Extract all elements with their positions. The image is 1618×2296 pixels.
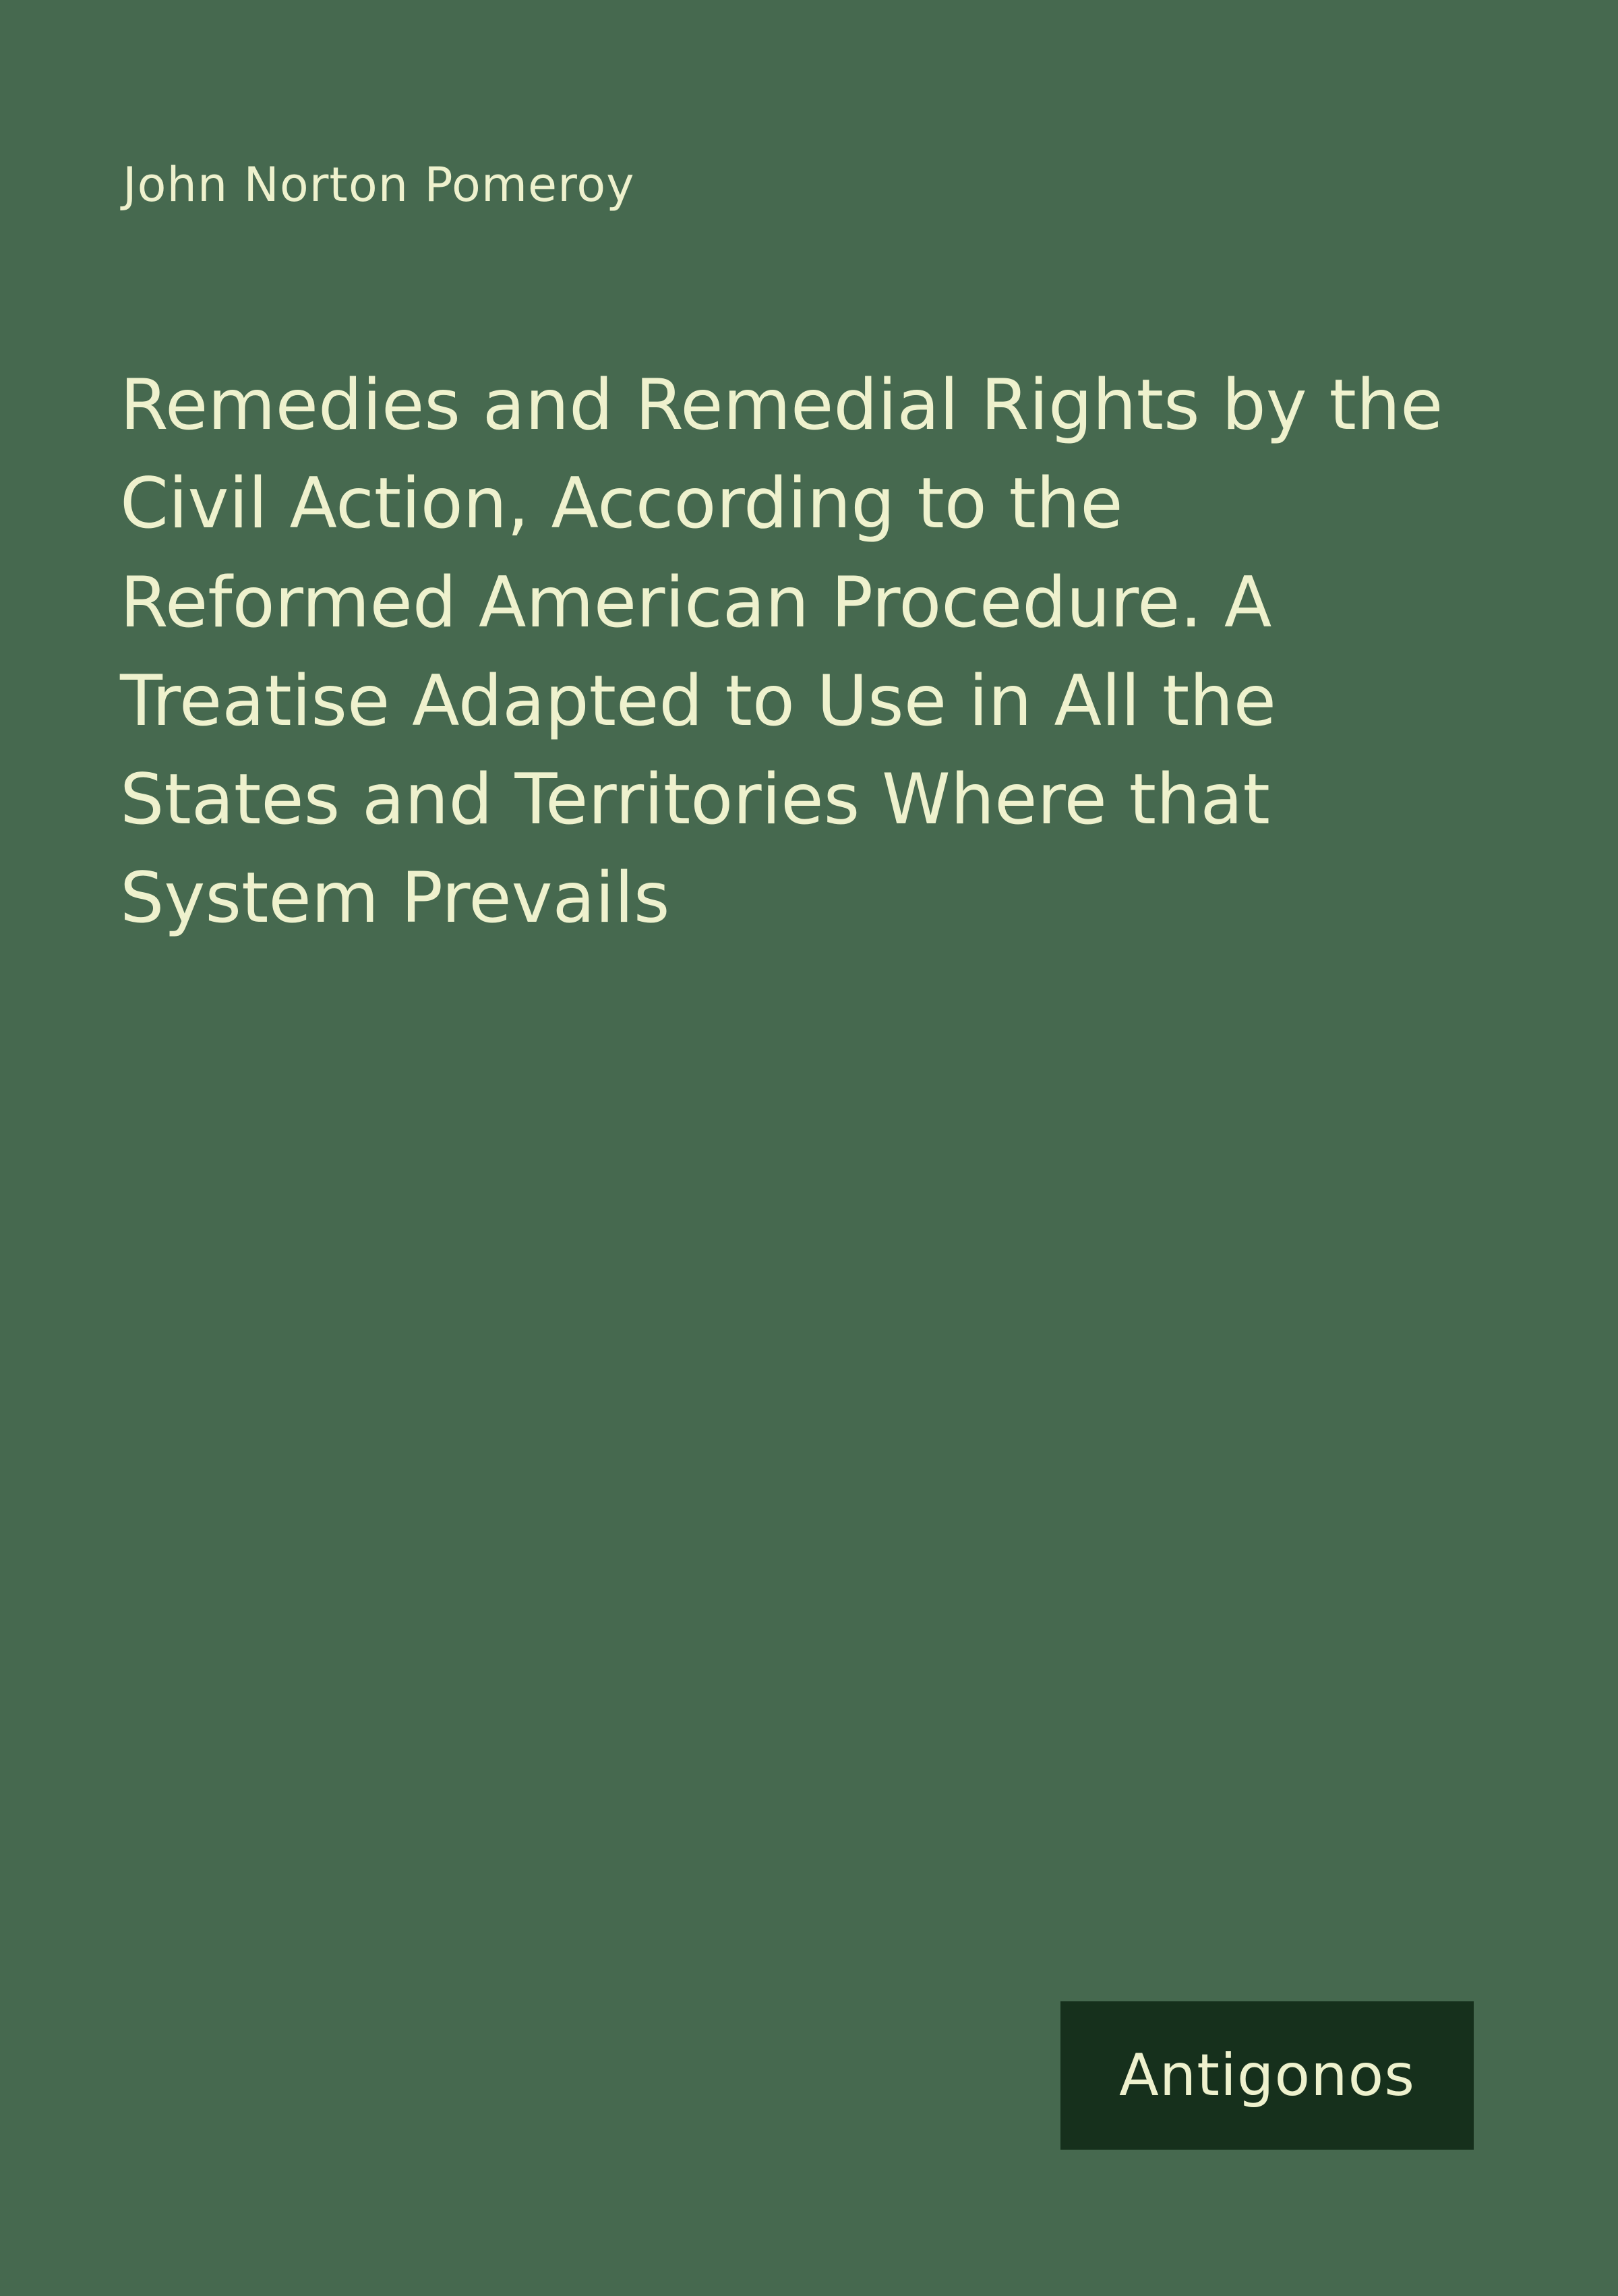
book-title: Remedies and Remedial Rights by the Civil Action, According to the Reformed American Procedure. A Treatise Adapted to Use in All the States and Territories Where that System Prevails	[120, 365, 1443, 939]
publisher-name: Antigonos	[1118, 2042, 1416, 2109]
publisher-badge	[1060, 2001, 1474, 2150]
author-name: John Norton Pomeroy	[123, 157, 635, 212]
